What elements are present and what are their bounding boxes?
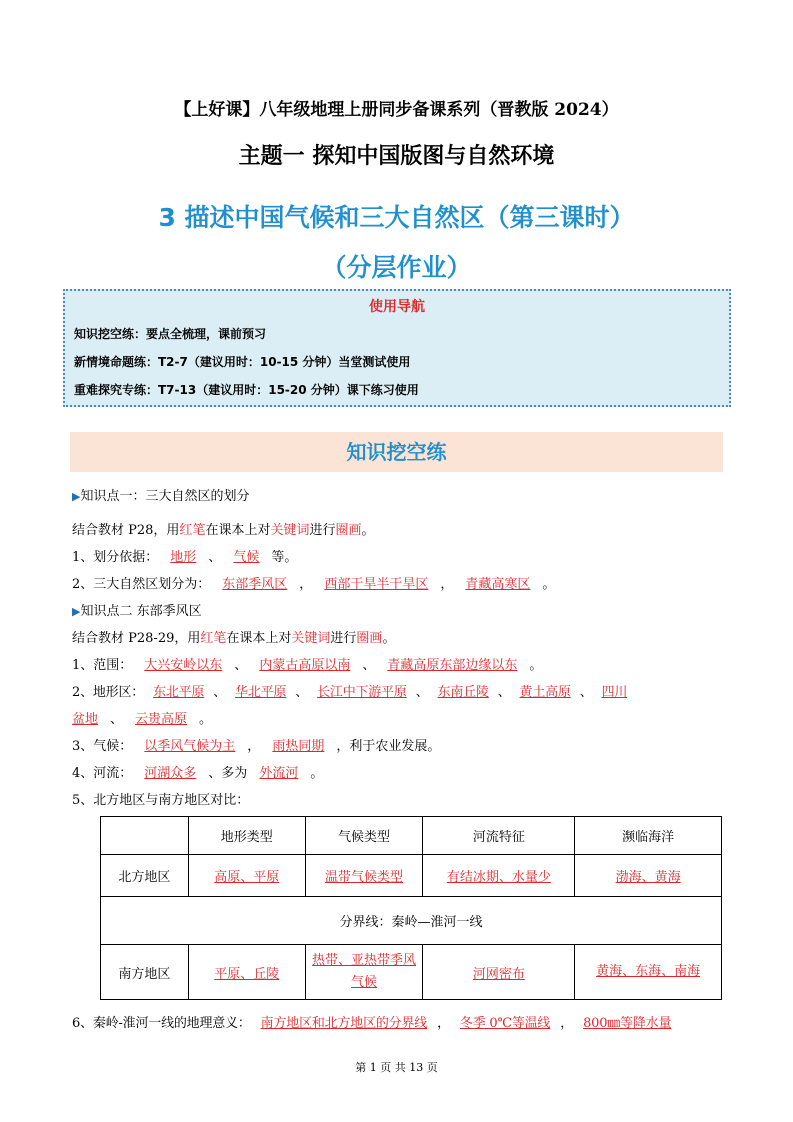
- table-cell: 渤海、黄海: [575, 855, 722, 897]
- lesson-title: 3 描述中国气候和三大自然区（第三课时）: [158, 203, 635, 232]
- answer: 西部干旱半干旱区: [324, 577, 429, 592]
- answer: 冬季 0℃等温线: [459, 1016, 551, 1031]
- answer: 800㎜等降水量: [583, 1016, 672, 1031]
- kp1-q1: 1、划分依据： 地形 、 气候 等。: [72, 550, 298, 565]
- table-row: [101, 855, 722, 897]
- answer: 以季风气候为主: [144, 739, 236, 754]
- row-label: 南方地区: [101, 945, 189, 1000]
- table-row: [101, 897, 722, 945]
- triangle-icon: ▶: [72, 490, 81, 503]
- nav-title: 使用导航: [369, 299, 425, 315]
- nav-line-2: 新情境命题练：T2-7（建议用时：10-15 分钟）当堂测试使用: [74, 355, 411, 369]
- table-cell: 河网密布: [423, 945, 575, 1000]
- answer: 长江中下游平原: [317, 685, 407, 700]
- nav-line-3: 重难探究专练：T7-13（建议用时：15-20 分钟）课下练习使用: [74, 383, 419, 397]
- nav-line-1: 知识挖空练：要点全梳理，课前预习: [74, 327, 267, 341]
- answer: 南方地区和北方地区的分界线: [260, 1016, 428, 1031]
- triangle-icon: ▶: [72, 605, 81, 618]
- answer: 外流河: [259, 766, 299, 781]
- table-cell: 有结冰期、水量少: [423, 855, 575, 897]
- answer: 青藏高寒区: [465, 577, 531, 592]
- answer: 河湖众多: [144, 766, 197, 781]
- table-cell: 平原、丘陵: [188, 945, 305, 1000]
- answer: 东南丘陵: [437, 685, 489, 700]
- kp2-q1: 1、范围： 大兴安岭以东 、 内蒙古高原以南 、 青藏高原东部边缘以东 。: [72, 658, 543, 673]
- answer: 内蒙古高原以南: [259, 658, 351, 673]
- answer: 盆地: [72, 712, 99, 727]
- layer-subtitle: （分层作业）: [321, 253, 472, 282]
- page-number: 第 1 页 共 13 页: [355, 1061, 438, 1074]
- row-label: 北方地区: [101, 855, 189, 897]
- kp2-q5: 5、北方地区与南方地区对比：: [72, 793, 250, 808]
- kp2-intro: 结合教材 P28-29，用红笔在课本上对关键词进行圈画。: [72, 631, 396, 646]
- kp2-q4: 4、河流： 河湖众多 、多为 外流河 。: [72, 766, 324, 781]
- kp2-q2-line2: 盆地 、 云贵高原 。: [72, 712, 213, 727]
- table-header-cell: 气候类型: [305, 817, 423, 855]
- table-cell: 高原、平原: [188, 855, 305, 897]
- table-header-cell: 地形类型: [188, 817, 305, 855]
- answer: 东部季风区: [222, 577, 288, 592]
- kp2-q2-line1: 2、地形区： 东北平原 、 华北平原 、 长江中下游平原 、 东南丘陵 、 黄土高原 、 四川: [72, 685, 628, 700]
- table-header-cell: 河流特征: [423, 817, 575, 855]
- answer: 气候: [233, 550, 260, 565]
- kp2-heading: ▶知识点二 东部季风区: [72, 604, 202, 619]
- answer: 云贵高原: [135, 712, 188, 727]
- series-title: 【上好课】八年级地理上册同步备课系列（晋教版 2024）: [174, 100, 619, 120]
- kp1-q2: 2、三大自然区划分为： 东部季风区 ， 西部干旱半干旱区 ， 青藏高寒区 。: [72, 577, 556, 592]
- answer: 黄土高原: [519, 685, 571, 700]
- answer: 东北平原: [153, 685, 205, 700]
- table-header-cell: [101, 817, 189, 855]
- comparison-table: [100, 816, 722, 1000]
- answer: 四川: [601, 685, 628, 700]
- kp1-heading: ▶知识点一：三大自然区的划分: [72, 489, 250, 504]
- divider-cell: 分界线：秦岭—淮河一线: [101, 897, 722, 945]
- usage-navigation-box: [63, 289, 731, 407]
- table-header-cell: 濒临海洋: [575, 817, 722, 855]
- answer: 地形: [170, 550, 197, 565]
- kp2-q6: 6、秦岭-淮河一线的地理意义： 南方地区和北方地区的分界线 ， 冬季 0℃等温线 ， 800㎜等降水量: [72, 1016, 672, 1031]
- table-cell: 黄海、东海、南海: [575, 945, 722, 1000]
- answer: 大兴安岭以东: [144, 658, 223, 673]
- table-header-row: [101, 817, 722, 855]
- answer: 青藏高原东部边缘以东: [387, 658, 518, 673]
- theme-title: 主题一 探知中国版图与自然环境: [238, 144, 555, 169]
- section-banner: 知识挖空练: [70, 432, 723, 472]
- kp2-q3: 3、气候： 以季风气候为主 ， 雨热同期 ，利于农业发展。: [72, 739, 441, 754]
- table-cell: 热带、亚热带季风气候: [305, 945, 423, 1000]
- answer: 华北平原: [235, 685, 287, 700]
- table-cell: 温带气候类型: [305, 855, 423, 897]
- kp1-intro: 结合教材 P28，用红笔在课本上对关键词进行圈画。: [72, 523, 375, 538]
- table-row: [101, 945, 722, 1000]
- answer: 雨热同期: [272, 739, 325, 754]
